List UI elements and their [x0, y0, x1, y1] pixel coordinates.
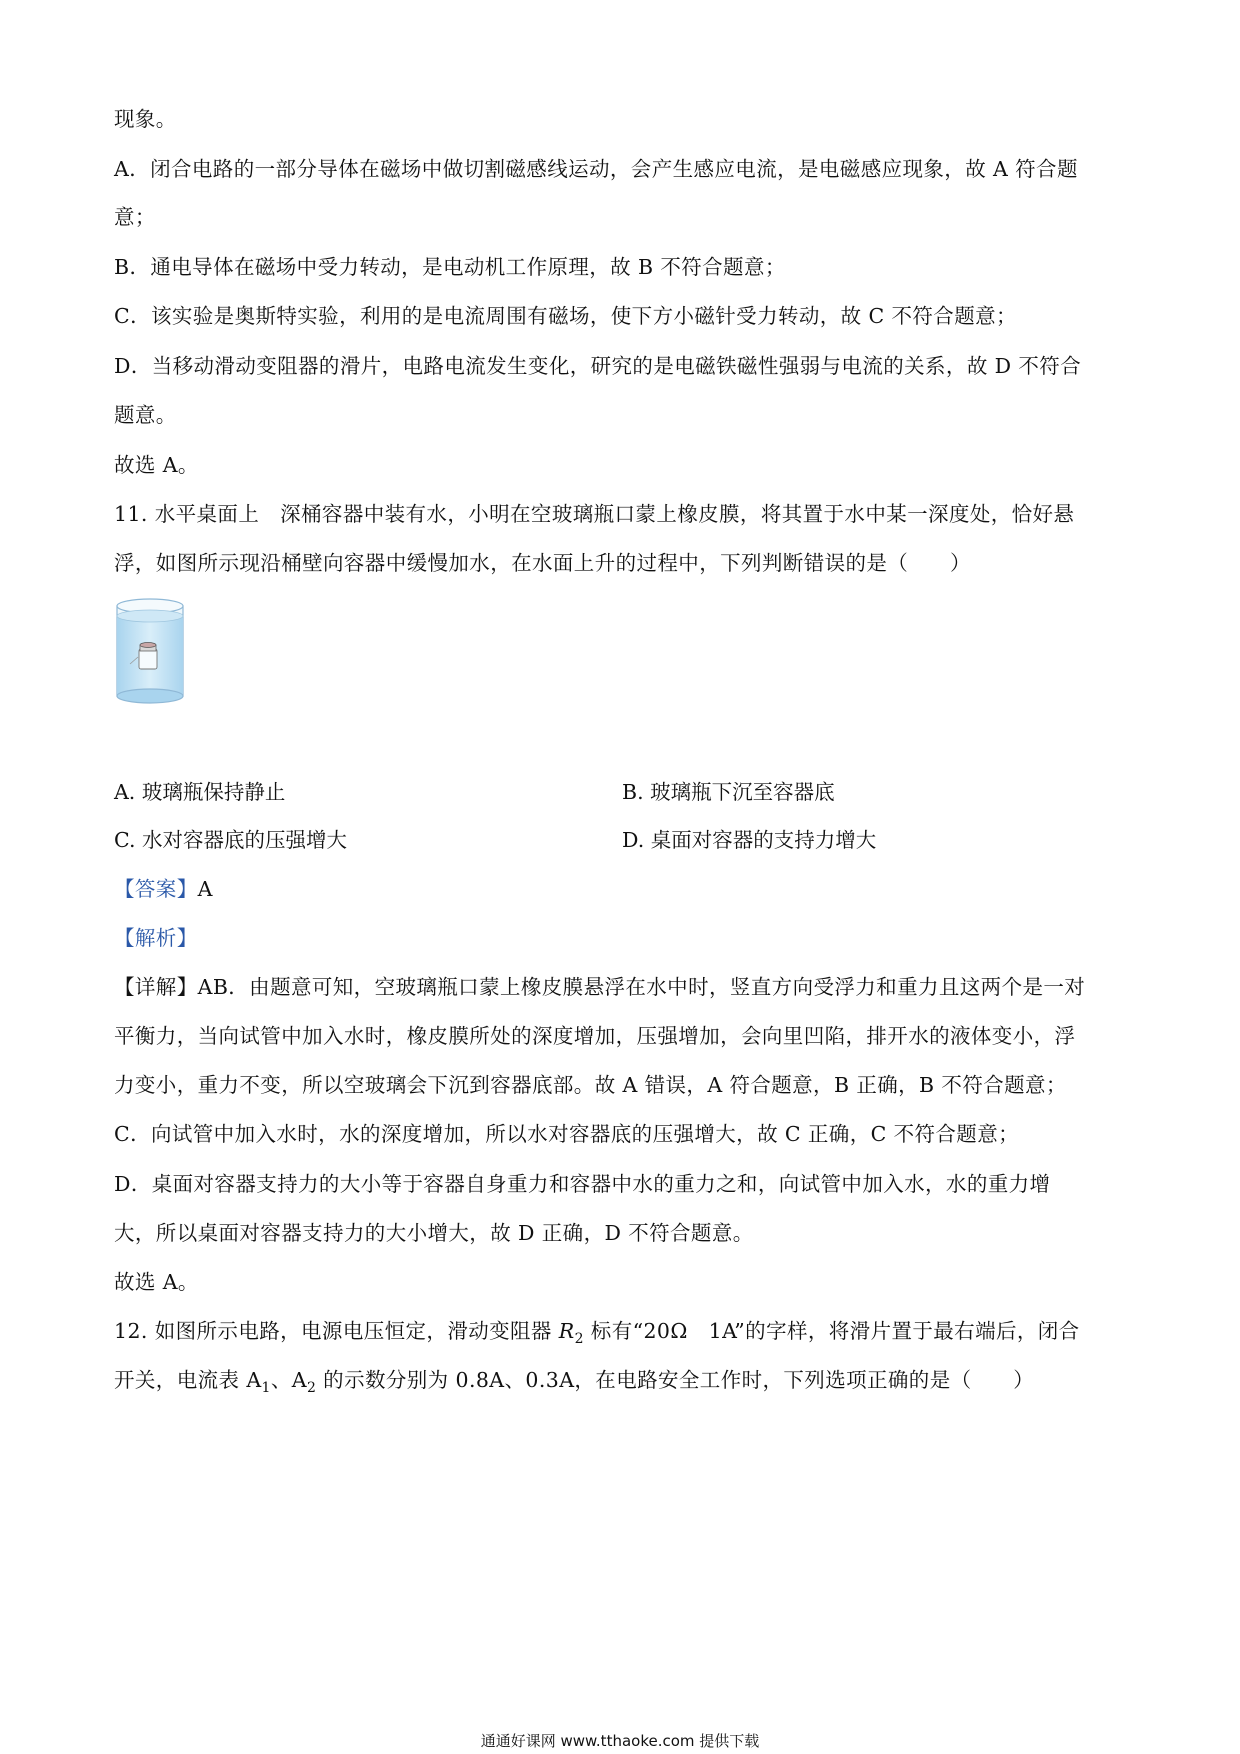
text-line: A．闭合电路的一部分导体在磁场中做切割磁感线运动，会产生感应电流，是电磁感应现象，故 A 符合题 [114, 157, 1078, 181]
answer-tag: 【答案】 [114, 877, 198, 901]
stem-text: 12. 如图所示电路，电源电压恒定，滑动变阻器 [114, 1319, 559, 1343]
detail-line: 大，所以桌面对容器支持力的大小增大，故 D 正确，D 不符合题意。 [114, 1221, 754, 1245]
text-line: 现象。 [114, 107, 177, 131]
stem-text: 的示数分别为 0.8A、0.3A，在电路安全工作时，下列选项正确的是（ ） [316, 1368, 1035, 1392]
option-c: C. 水对容器底的压强增大 [114, 828, 347, 852]
ammeter-subscript: 1 [261, 1380, 271, 1396]
answer-line [114, 875, 213, 903]
ammeter-subscript: 2 [306, 1380, 317, 1396]
answer-value: A [197, 877, 213, 901]
text-line: 题意。 [114, 403, 177, 427]
detail-line: 力变小，重力不变，所以空玻璃会下沉到容器底部。故 A 错误，A 符合题意，B 正确，B 不符合题意； [114, 1073, 1067, 1097]
detail-line: 平衡力，当向试管中加入水时，橡皮膜所处的深度增加，压强增加，会向里凹陷，排开水的液体变小，浮 [114, 1024, 1076, 1048]
resistor-subscript: 2 [574, 1331, 584, 1347]
option-a: A. 玻璃瓶保持静止 [114, 780, 286, 804]
detail-line: 故选 A。 [114, 1270, 199, 1294]
text-line: 意； [114, 205, 156, 229]
text-line: D．当移动滑动变阻器的滑片，电路电流发生变化，研究的是电磁铁磁性强弱与电流的关系，故 D 不符合 [114, 354, 1082, 378]
stem-text: 开关，电流表 A [114, 1368, 262, 1392]
detail-line: D．桌面对容器支持力的大小等于容器自身重力和容器中水的重力之和，向试管中加入水，水的重力增 [114, 1172, 1051, 1196]
detail-text: AB．由题意可知，空玻璃瓶口蒙上橡皮膜悬浮在水中时，竖直方向受浮力和重力且这两个是一对 [197, 975, 1086, 999]
page-footer: 通通好课网 www.tthaoke.com 提供下载 [480, 1732, 760, 1750]
detail-line [114, 973, 1085, 1001]
stem-text: 标有“20Ω 1A”的字样，将滑片置于最右端后，闭合 [583, 1319, 1080, 1343]
option-b: B. 玻璃瓶下沉至容器底 [622, 780, 835, 804]
container-figure [114, 594, 186, 704]
detail-tag: 【详解】 [114, 975, 198, 999]
text-line: C．该实验是奥斯特实验，利用的是电流周围有磁场，使下方小磁针受力转动，故 C 不符合题意； [114, 304, 1017, 328]
resistor-symbol: R [558, 1319, 575, 1343]
question-stem-line [114, 1366, 1034, 1402]
question-stem-line: 浮，如图所示现沿桶壁向容器中缓慢加水，在水面上升的过程中，下列判断错误的是（ ） [114, 551, 971, 575]
detail-line: C．向试管中加入水时，水的深度增加，所以水对容器底的压强增大，故 C 正确，C 不符合题意； [114, 1122, 1020, 1146]
text-line: 故选 A。 [114, 453, 199, 477]
analysis-tag: 【解析】 [114, 926, 198, 950]
question-stem-line: 11. 水平桌面上 深桶容器中装有水，小明在空玻璃瓶口蒙上橡皮膜，将其置于水中某一深度处，恰好悬 [114, 502, 1075, 526]
text-line: B．通电导体在磁场中受力转动，是电动机工作原理，故 B 不符合题意； [114, 255, 786, 279]
option-d: D. 桌面对容器的支持力增大 [622, 828, 877, 852]
question-stem-line [114, 1317, 1080, 1353]
stem-text: 、A [270, 1368, 307, 1392]
